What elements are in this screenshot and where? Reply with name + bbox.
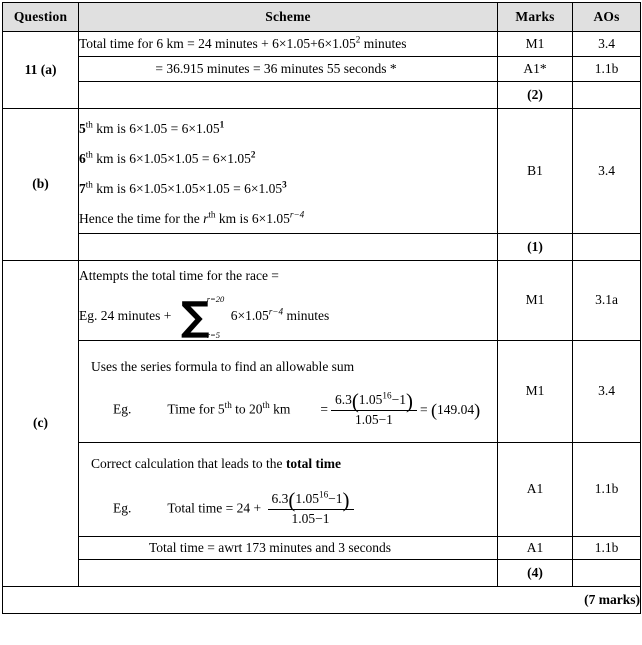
fraction-denominator: 1.05−1 [354,411,393,427]
scheme-b-body [79,109,498,234]
open-paren: ( [351,388,359,413]
scheme-b-mid-1: km is [92,121,130,137]
numerator-coefficient: 6.3 [334,392,352,408]
scheme-b-hence-expr: 6×1.05 [251,210,290,226]
scheme-b-expr-1: 6×1.05 = 6×1.05 [129,121,220,137]
marks-a-line1: M1 [498,32,573,57]
table-row [3,537,641,560]
column-header-aos: AOs [573,3,641,32]
table-row [3,109,641,234]
scheme-c-row1-eg [79,295,497,339]
scheme-c-row2-statement-suffix: km [269,401,291,417]
scheme-c-row3-eg-label: Eg. [113,500,132,516]
scheme-c-row3-line1 [91,456,497,473]
marks-c-row2: M1 [498,341,573,443]
aos-c-subtotal [573,560,641,587]
scheme-b-line-1 [79,121,497,138]
scheme-c-row2-eg [91,388,497,429]
scheme-a-subtotal-spacer [79,82,498,109]
scheme-c-row2-statement-prefix: Time for 5 [167,401,225,417]
scheme-b-mid-2: km is [92,151,130,167]
numerator-exponent: 16 [382,390,392,401]
scheme-a-line1 [79,32,498,57]
fraction-numerator [331,388,417,413]
scheme-c-row3-statement: Total time = 24 + [167,500,265,516]
aos-a-line2: 1.1b [573,57,641,82]
scheme-b-line-2 [79,151,497,168]
question-label-a: 11 (a) [3,32,79,109]
numerator-exponent: 16 [319,489,329,500]
scheme-c-row2-sup1: th [224,400,232,411]
scheme-c-row1 [79,261,498,341]
scheme-b-exponent-3: 3 [282,179,287,190]
question-label-c: (c) [3,261,79,587]
numerator-base: 1.05 [358,392,383,408]
marks-b: B1 [498,109,573,234]
subtotal-a: (2) [498,82,573,109]
aos-c-row2: 3.4 [573,341,641,443]
table-footer-row [3,587,641,614]
scheme-c-row3 [79,443,498,537]
aos-c-row1: 3.1a [573,261,641,341]
scheme-a-line2: = 36.915 minutes = 36 minutes 55 seconds * [79,57,498,82]
scheme-a-line1-expr: 6×1.05+6×1.05 [272,35,356,51]
aos-b: 3.4 [573,109,641,234]
total-marks: (7 marks) [3,587,641,614]
scheme-b-line-hence [79,211,497,228]
scheme-b-hence-mid: km is [215,210,252,226]
table-header [3,3,641,32]
summation-lower-limit: r=5 [206,330,221,341]
aos-b-subtotal [573,234,641,261]
aos-c-row4: 1.1b [573,537,641,560]
scheme-c-row3-line1-bold: total time [285,456,342,472]
marks-c-row4: A1 [498,537,573,560]
numerator-base: 1.05 [295,491,319,507]
scheme-b-expr-3: 6×1.05×1.05×1.05 = 6×1.05 [129,181,283,196]
scheme-a-line1-exponent: 2 [355,34,361,45]
numerator-tail: −1 [391,392,406,408]
aos-a-subtotal [573,82,641,109]
sigma-icon: ∑ [180,293,210,340]
header-row [3,3,641,32]
scheme-c-row2-fraction [331,388,417,429]
table-row [3,32,641,57]
table-row [3,82,641,109]
column-header-question: Question [3,3,79,32]
question-label-b: (b) [3,109,79,261]
summation-upper-limit: r=20 [206,293,225,304]
numerator-coefficient: 6.3 [271,491,289,507]
scheme-c-row4: Total time = awrt 173 minutes and 3 seconds [79,537,498,560]
marks-a-line2: A1* [498,57,573,82]
table-row [3,560,641,587]
scheme-b-mid-3: km is [92,181,130,196]
marks-c-row3: A1 [498,443,573,537]
open-paren: ( [288,487,296,512]
mark-scheme-table [2,2,641,614]
fraction-denominator: 1.05−1 [291,510,330,526]
scheme-c-row1-eg-label: Eg. 24 minutes + [79,308,175,324]
scheme-b-hence-var: r [203,210,209,226]
scheme-b-ordinal-1: 5 [79,121,86,137]
close-paren: ) [342,487,350,512]
scheme-c-row2-eg-label: Eg. [113,401,132,417]
scheme-c-row1-line1: Attempts the total time for the race = [79,268,279,284]
scheme-c-row1-sum-body: 6×1.05 [230,308,269,324]
scheme-c-row3-line1-prefix: Correct calculation that leads to the [91,456,286,472]
scheme-a-line1-prefix: Total time for 6 km = 24 minutes + [79,35,273,51]
scheme-b-ordinal-suffix-3: th [85,179,93,190]
aos-c-row3: 1.1b [573,443,641,537]
table-row [3,57,641,82]
scheme-c-row1-sum-suffix: minutes [283,308,330,324]
scheme-b-ordinal-3: 7 [79,181,86,196]
scheme-c-row2-sup2: th [262,400,270,411]
scheme-c-row2 [79,341,498,443]
column-header-scheme: Scheme [79,3,498,32]
scheme-c-row2-line1: Uses the series formula to find an allowable sum [91,359,355,375]
scheme-c-row3-fraction [268,487,354,528]
subtotal-b: (1) [498,234,573,261]
scheme-c-row2-result-value: 149.04 [437,401,475,417]
scheme-b-subtotal-spacer [79,234,498,261]
scheme-b-exponent-1: 1 [219,119,225,130]
table-row [3,341,641,443]
table-body [3,32,641,614]
mark-scheme-sheet [0,2,642,645]
subtotal-c: (4) [498,560,573,587]
numerator-tail: −1 [328,491,343,507]
scheme-c-row1-sum-exponent: r−4 [268,306,284,317]
close-paren: ) [405,388,413,413]
scheme-b-hence-prefix: Hence the time for the [79,210,204,226]
scheme-b-expr-2: 6×1.05×1.05 = 6×1.05 [129,151,251,167]
aos-a-line1: 3.4 [573,32,641,57]
scheme-b-ordinal-suffix-1: th [85,119,93,130]
scheme-b-ordinal-2: 6 [79,151,86,167]
column-header-marks: Marks [498,3,573,32]
table-row [3,443,641,537]
scheme-c-row2-statement-mid: to 20 [231,401,263,417]
scheme-b-ordinal-suffix-2: th [85,149,93,160]
scheme-c-row2-result: = (149.04) [419,399,481,420]
scheme-a-line1-suffix: minutes [360,35,407,51]
scheme-c-row3-eg [91,487,497,528]
table-row [3,234,641,261]
marks-c-row1: M1 [498,261,573,341]
scheme-c-subtotal-spacer [79,560,498,587]
scheme-c-row2-equals: = [320,401,328,417]
scheme-b-line-3 [79,181,497,198]
summation-symbol [181,295,229,339]
scheme-b-exponent-2: 2 [250,149,256,160]
fraction-numerator [268,487,354,512]
scheme-b-hence-var-suffix: th [208,209,216,220]
scheme-b-hence-exponent: r−4 [289,209,305,220]
table-row [3,261,641,341]
